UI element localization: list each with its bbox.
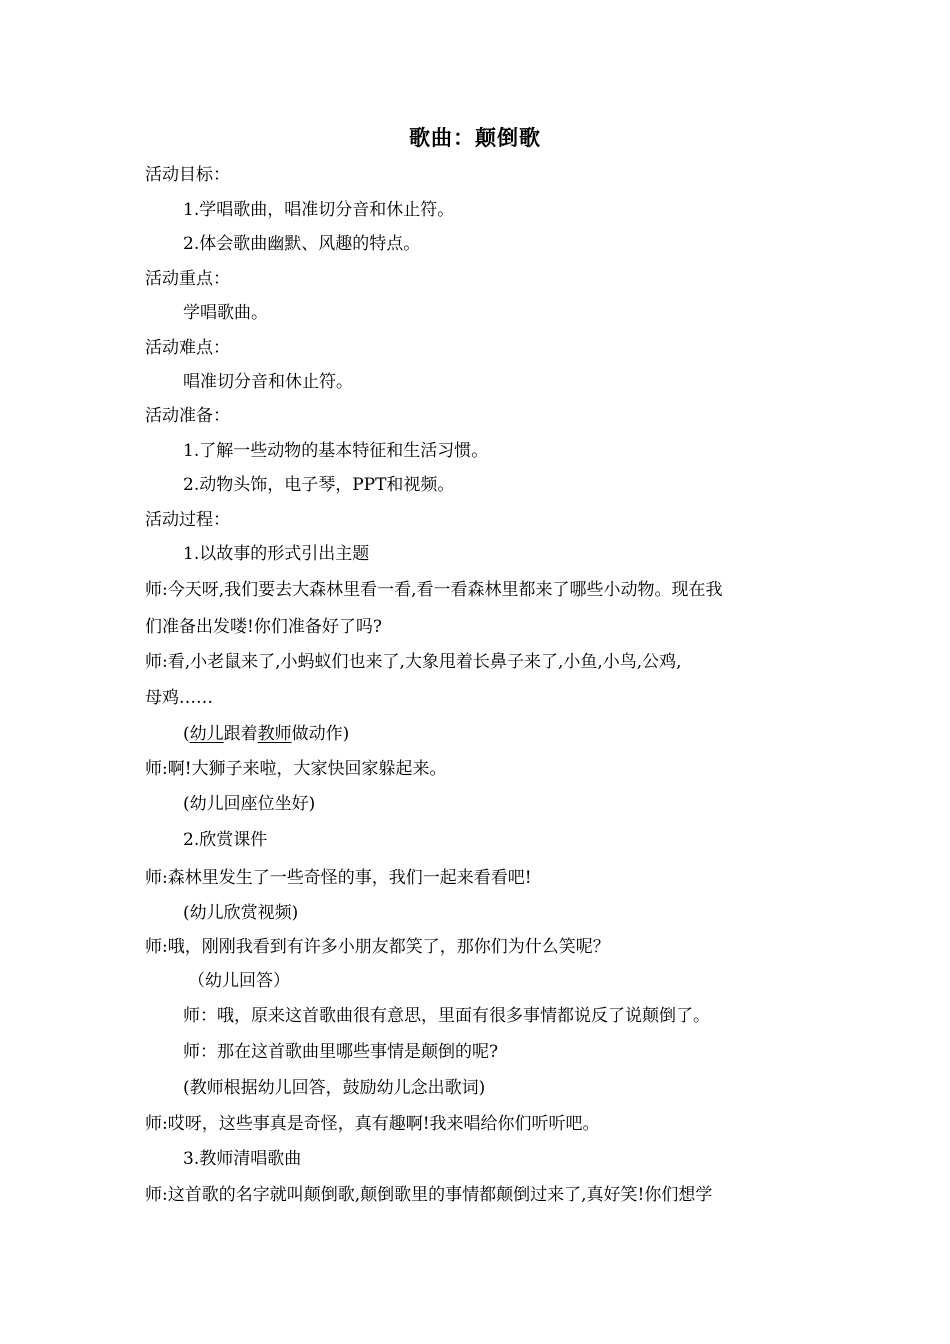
goal-item-2: 2.体会歌曲幽默、风趣的特点。: [183, 234, 421, 254]
child-action-note: (幼儿欣赏视频): [183, 903, 299, 923]
child-action-note: (幼儿回座位坐好): [183, 794, 316, 814]
teacher-line-continued: 母鸡……: [145, 688, 213, 708]
preparation-item-1: 1.了解一些动物的基本特征和生活习惯。: [183, 441, 489, 461]
teacher-line-indented: 师：哦，原来这首歌曲很有意思，里面有很多事情都说反了说颠倒了。: [183, 1006, 710, 1026]
teacher-line: 师:哦，刚刚我看到有许多小朋友都笑了，那你们为什么笑呢？: [145, 937, 610, 957]
teacher-line: 师:啊!大狮子来啦，大家快回家躲起来。: [145, 759, 447, 779]
focus-text: 学唱歌曲。: [183, 303, 268, 323]
preparation-item-2: 2.动物头饰，电子琴，PPT和视频。: [183, 475, 455, 495]
process-step-2: 2.欣赏课件: [183, 830, 268, 850]
section-heading-preparation: 活动准备：: [145, 406, 230, 426]
action-text: 做动作): [291, 724, 350, 744]
difficulty-text: 唱准切分音和休止符。: [183, 372, 353, 392]
process-step-3: 3.教师清唱歌曲: [183, 1149, 302, 1169]
section-heading-focus: 活动重点：: [145, 269, 230, 289]
teacher-line: 师:今天呀,我们要去大森林里看一看,看一看森林里都来了哪些小动物。现在我: [145, 580, 723, 600]
underlined-word-children: 幼儿: [189, 724, 224, 744]
word-following: 跟着: [223, 724, 258, 744]
teacher-line: 师:森林里发生了一些奇怪的事，我们一起来看看吧!: [145, 868, 532, 888]
child-action-note: [183, 722, 349, 746]
teacher-line: 师:哎呀，这些事真是奇怪，真有趣啊!我来唱给你们听听吧。: [145, 1114, 600, 1134]
child-action-note: （幼儿回答）: [188, 971, 290, 991]
document-title: 歌曲：颠倒歌: [409, 125, 541, 150]
process-step-1: 1.以故事的形式引出主题: [183, 544, 370, 564]
underlined-word-teacher: 教师: [257, 724, 292, 744]
section-heading-goals: 活动目标：: [145, 165, 230, 185]
section-heading-difficulty: 活动难点：: [145, 338, 230, 358]
paren-open: (: [183, 724, 190, 744]
teacher-line: 师:看,小老鼠来了,小蚂蚁们也来了,大象甩着长鼻子来了,小鱼,小鸟,公鸡,: [145, 652, 682, 672]
child-action-note: (教师根据幼儿回答，鼓励幼儿念出歌词): [183, 1078, 486, 1098]
teacher-line: 师:这首歌的名字就叫颠倒歌,颠倒歌里的事情都颠倒过来了,真好笑!你们想学: [145, 1185, 713, 1205]
goal-item-1: 1.学唱歌曲，唱准切分音和休止符。: [183, 200, 455, 220]
section-heading-process: 活动过程：: [145, 510, 230, 530]
teacher-line-indented: 师：那在这首歌曲里哪些事情是颠倒的呢?: [183, 1042, 499, 1062]
teacher-line-continued: 们准备出发喽!你们准备好了吗?: [145, 617, 382, 637]
